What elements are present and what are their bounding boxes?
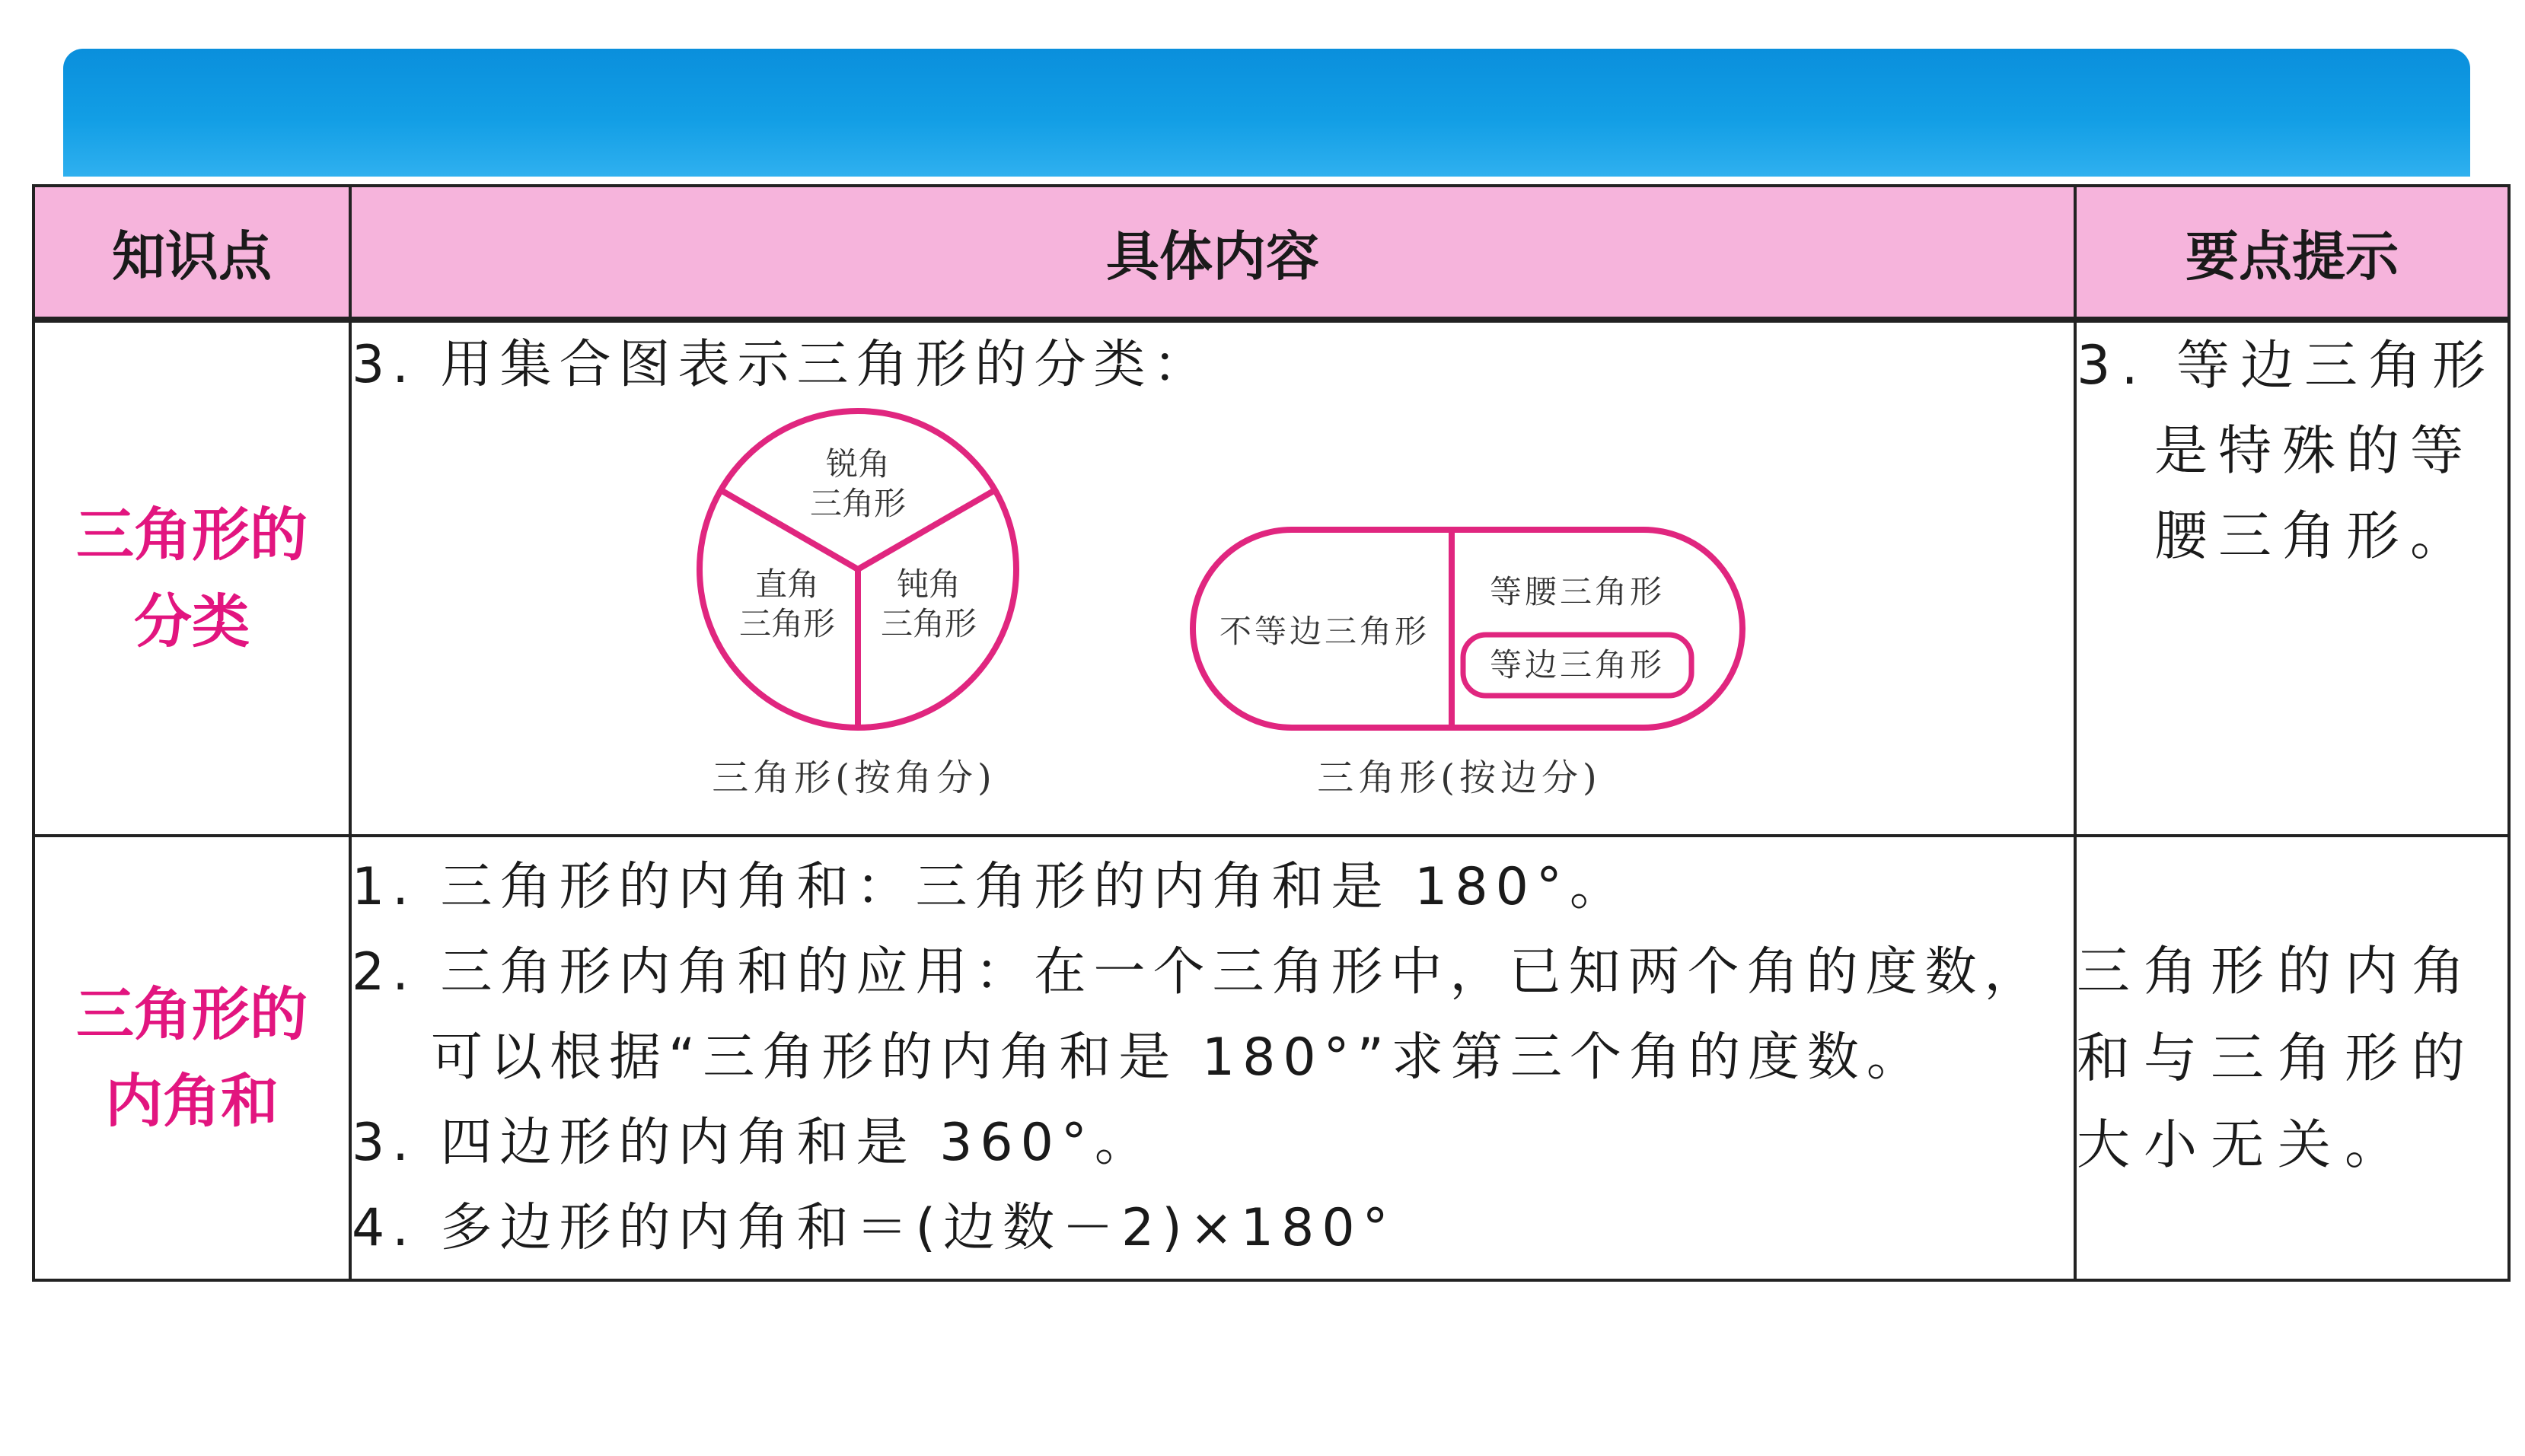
- set-diagrams: [352, 408, 2074, 834]
- scalene-label: 不等边三角形: [1219, 613, 1430, 650]
- topic-line: 三角形的: [76, 980, 308, 1048]
- side-venn-diagram: [1193, 530, 1742, 799]
- title-banner: [63, 49, 2470, 177]
- content-line: 2. 三角形内角和的应用：在一个三角形中，已知两个角的度数，: [352, 942, 2044, 1002]
- sector-obtuse-line2: 三角形: [880, 605, 977, 642]
- diagrams-svg: [352, 408, 2064, 834]
- topic-line: 内角和: [105, 1067, 279, 1135]
- tip-angle-sum: [2075, 836, 2509, 1280]
- content-line: 可以根据“三角形的内角和是 180°”求第三个角的度数。: [431, 1027, 1926, 1088]
- header-knowledge-point: 知识点: [33, 186, 350, 320]
- angle-venn-diagram: [700, 411, 1016, 799]
- equilateral-label: 等边三角形: [1489, 646, 1666, 683]
- tip-classification: [2075, 320, 2509, 836]
- topic-classification: [33, 320, 350, 836]
- topic-angle-sum: [33, 836, 350, 1280]
- content-line: 4. 多边形的内角和＝(边数－2)×180°: [352, 1198, 1396, 1258]
- sector-acute-line1: 锐角: [825, 445, 891, 483]
- content-classification: [350, 320, 2075, 836]
- tip-line: 大小无关。: [2077, 1114, 2412, 1176]
- knowledge-table: [32, 184, 2511, 1282]
- tip-line: 腰三角形。: [2154, 505, 2474, 567]
- tip-line: 和与三角形的: [2077, 1027, 2479, 1089]
- table-row-angle-sum: [33, 836, 2509, 1280]
- sector-right-line1: 直角: [754, 566, 820, 603]
- tip-line: 是特殊的等: [2154, 419, 2474, 482]
- topic-line: 分类: [134, 588, 250, 655]
- content-angle-sum: [350, 836, 2075, 1280]
- header-content: 具体内容: [350, 186, 2075, 320]
- content-title: 3. 用集合图表示三角形的分类：: [352, 335, 1213, 395]
- tip-line: 三角形的内角: [2077, 940, 2479, 1002]
- header-tips: 要点提示: [2075, 186, 2509, 320]
- side-diagram-caption: 三角形(按边分): [1317, 757, 1602, 799]
- sector-right-line2: 三角形: [738, 605, 836, 642]
- sector-obtuse-line1: 钝角: [896, 566, 961, 603]
- content-line: 3. 四边形的内角和是 360°。: [352, 1113, 1154, 1173]
- angle-diagram-caption: 三角形(按角分): [712, 757, 996, 799]
- tip-line: 3. 等边三角形: [2077, 334, 2497, 397]
- content-line: 1. 三角形的内角和：三角形的内角和是 180°。: [352, 857, 1629, 917]
- isosceles-label: 等腰三角形: [1489, 573, 1666, 610]
- topic-line: 三角形的: [76, 501, 308, 569]
- table-row-classification: [33, 320, 2509, 836]
- table-header-row: [33, 186, 2509, 320]
- sector-acute-line2: 三角形: [809, 485, 907, 522]
